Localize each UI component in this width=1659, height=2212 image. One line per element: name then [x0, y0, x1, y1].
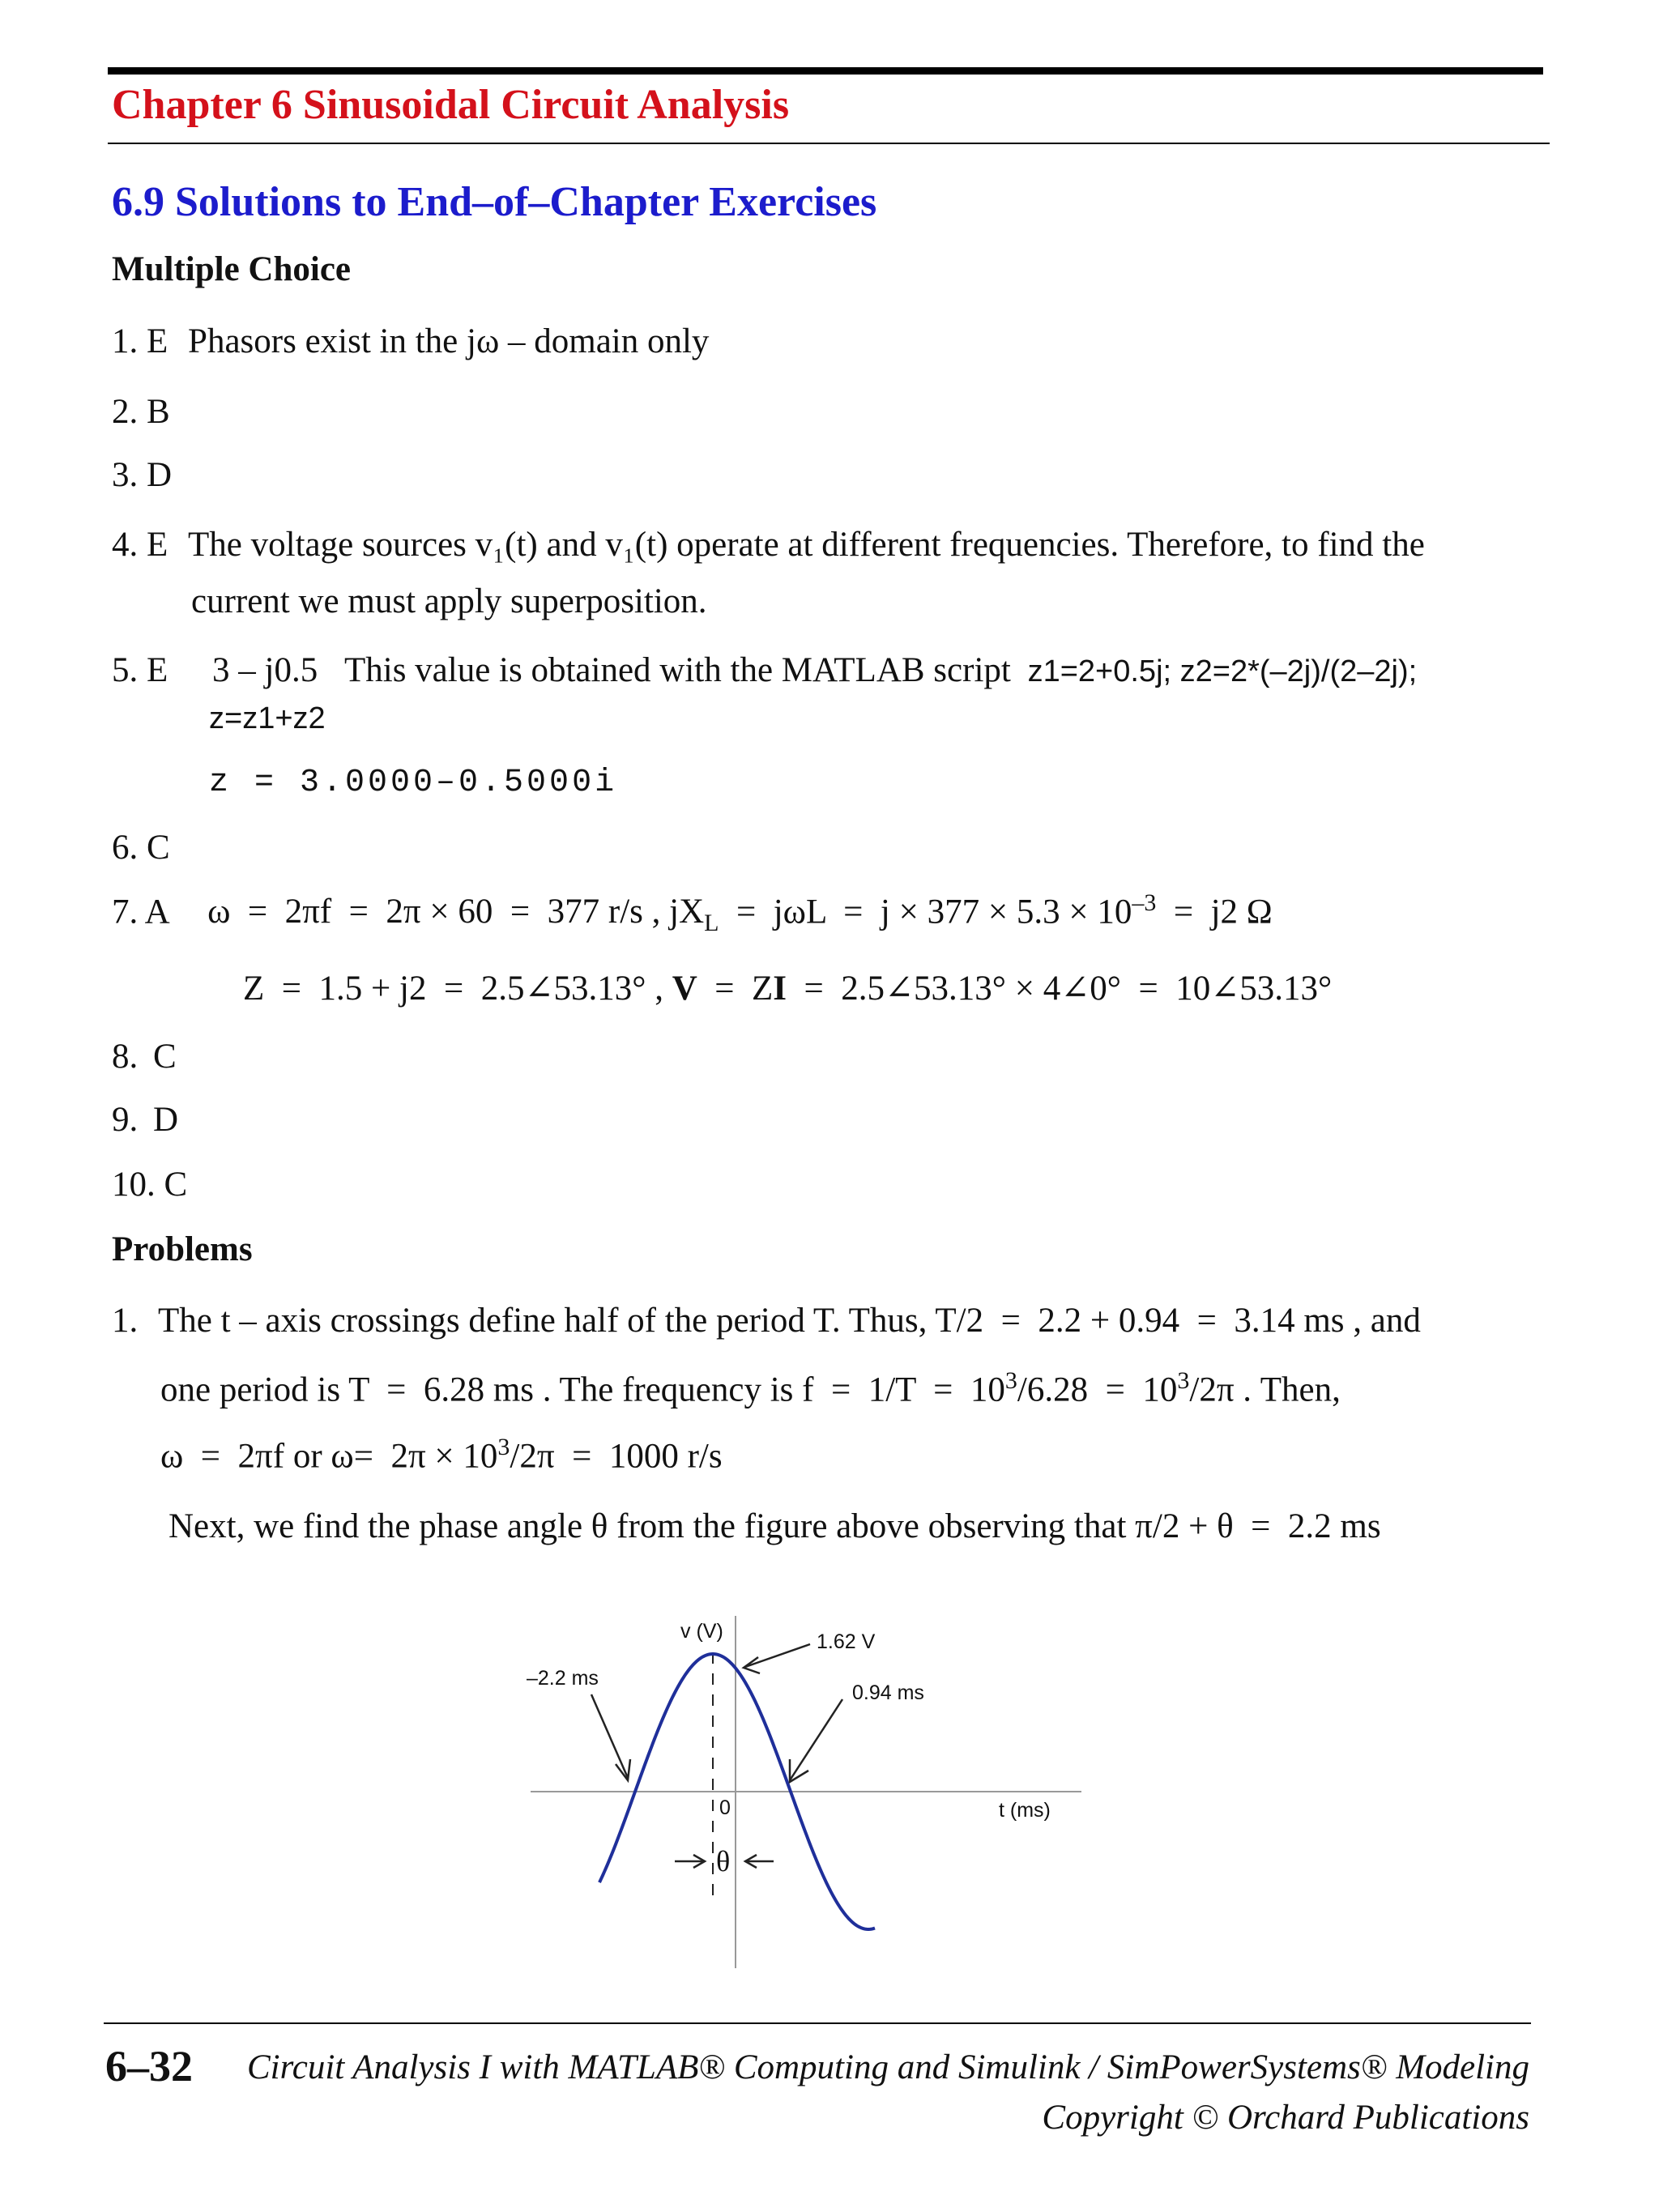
eq-jwl: = jωL = j × 377 × 5.3 × 10: [719, 893, 1132, 931]
exponent: 3: [1177, 1367, 1190, 1394]
mc-num: 7.: [112, 893, 139, 931]
eq-equals-Z: = Z: [697, 970, 774, 1008]
x-axis-label: t (ms): [999, 1799, 1051, 1822]
book-title: Circuit Analysis I with MATLAB® Computing and Simulink / SimPowerSystems® Modeling: [246, 2048, 1529, 2086]
problem-text: one period is T = 6.28 ms . The frequency is f = 1/T = 10: [160, 1370, 1005, 1409]
arrow-left-crossing: [591, 1694, 628, 1778]
section-title: 6.9 Solutions to End–of–Chapter Exercises: [112, 179, 877, 225]
exponent: 3: [1004, 1367, 1017, 1394]
mc-num: 6.: [112, 829, 139, 867]
arrowhead-left: [616, 1759, 630, 1780]
mc-answer: E: [147, 526, 168, 564]
right-crossing-label: 0.94 ms: [852, 1681, 924, 1704]
mc-answer: D: [147, 456, 173, 494]
eq-omega: ω = 2πf = 2π × 60 = 377 r/s , jX: [207, 893, 705, 931]
problem-text: /6.28 = 10: [1017, 1370, 1178, 1409]
mc-num: 3.: [112, 456, 139, 494]
mc-num: 10.: [112, 1166, 156, 1204]
mc-text: This value is obtained with the MATLAB script: [343, 651, 1011, 689]
arrow-peak: [745, 1644, 810, 1667]
page-number: 6–32: [105, 2042, 193, 2091]
eq-sup-exp: –3: [1132, 889, 1157, 916]
matlab-script-part1: z1=2+0.5j; z2=2*(–2j)/(2–2j);: [1027, 654, 1418, 688]
mc-answer: E: [147, 322, 168, 360]
eq-impedance: Z = 1.5 + j2 = 2.5∠53.13° ,: [243, 970, 663, 1008]
theta-label: θ: [716, 1845, 731, 1877]
eq-sub-L: L: [704, 909, 719, 936]
mc-answer: C: [147, 829, 170, 867]
mc-answer: E: [147, 651, 168, 689]
chapter-title: Chapter 6 Sinusoidal Circuit Analysis: [112, 82, 790, 128]
problem-text: /2π = 1000 r/s: [510, 1437, 723, 1476]
matlab-output: z = 3.0000–0.5000i: [209, 765, 618, 801]
matlab-script-part2: z=z1+z2: [209, 701, 326, 735]
problem-1-line4: Next, we find the phase angle θ from the figure above observing that π/2 + θ = 2.2 ms: [168, 1507, 1381, 1545]
eq-V: V: [672, 970, 697, 1008]
footer-rule: [104, 2022, 1531, 2024]
mc-math: 3 – j0.5: [212, 651, 318, 689]
mc-answer: C: [164, 1166, 188, 1204]
peak-label: 1.62 V: [817, 1630, 876, 1653]
left-crossing-label: –2.2 ms: [527, 1667, 599, 1690]
eq-voltage-result: = 2.5∠53.13° × 4∠0° = 10∠53.13°: [787, 970, 1333, 1008]
problem-text: /2π . Then,: [1189, 1370, 1341, 1409]
mc-num: 5.: [112, 651, 139, 689]
arrowhead-right: [790, 1759, 808, 1782]
mc-answer: D: [153, 1101, 179, 1139]
mc-num: 9.: [112, 1101, 139, 1139]
mc-answer: C: [153, 1038, 177, 1076]
mc-answer: A: [144, 893, 168, 931]
copyright: Copyright © Orchard Publications: [1042, 2099, 1529, 2137]
mc-num: 8.: [112, 1038, 139, 1076]
mc-item-4-line2: current we must apply superposition.: [191, 582, 707, 620]
problem-text: The t – axis crossings define half of the period T. Thus, T/2 = 2.2 + 0.94 = 3.14 ms , and: [158, 1302, 1421, 1340]
eq-result: = j2 Ω: [1156, 893, 1273, 931]
eq-I: I: [773, 970, 787, 1008]
problem-num: 1.: [112, 1302, 139, 1340]
mc-text-line1: The voltage sources v₁(t) and v₁(t) operate at different frequencies. Therefore, to find the: [188, 526, 1425, 564]
mc-num: 2.: [112, 393, 139, 431]
mc-num: 4.: [112, 526, 139, 564]
origin-label: 0: [719, 1796, 731, 1819]
problems-heading: Problems: [112, 1230, 253, 1268]
problem-text: ω = 2πf or ω= 2π × 10: [160, 1437, 498, 1476]
mc-answer: B: [147, 393, 170, 431]
mc-text: Phasors exist in the jω – domain only: [188, 322, 710, 360]
arrow-right-crossing: [790, 1699, 842, 1780]
exponent: 3: [497, 1434, 510, 1460]
multiple-choice-heading: Multiple Choice: [112, 250, 351, 288]
y-axis-label: v (V): [680, 1620, 723, 1643]
mc-num: 1.: [112, 322, 139, 360]
